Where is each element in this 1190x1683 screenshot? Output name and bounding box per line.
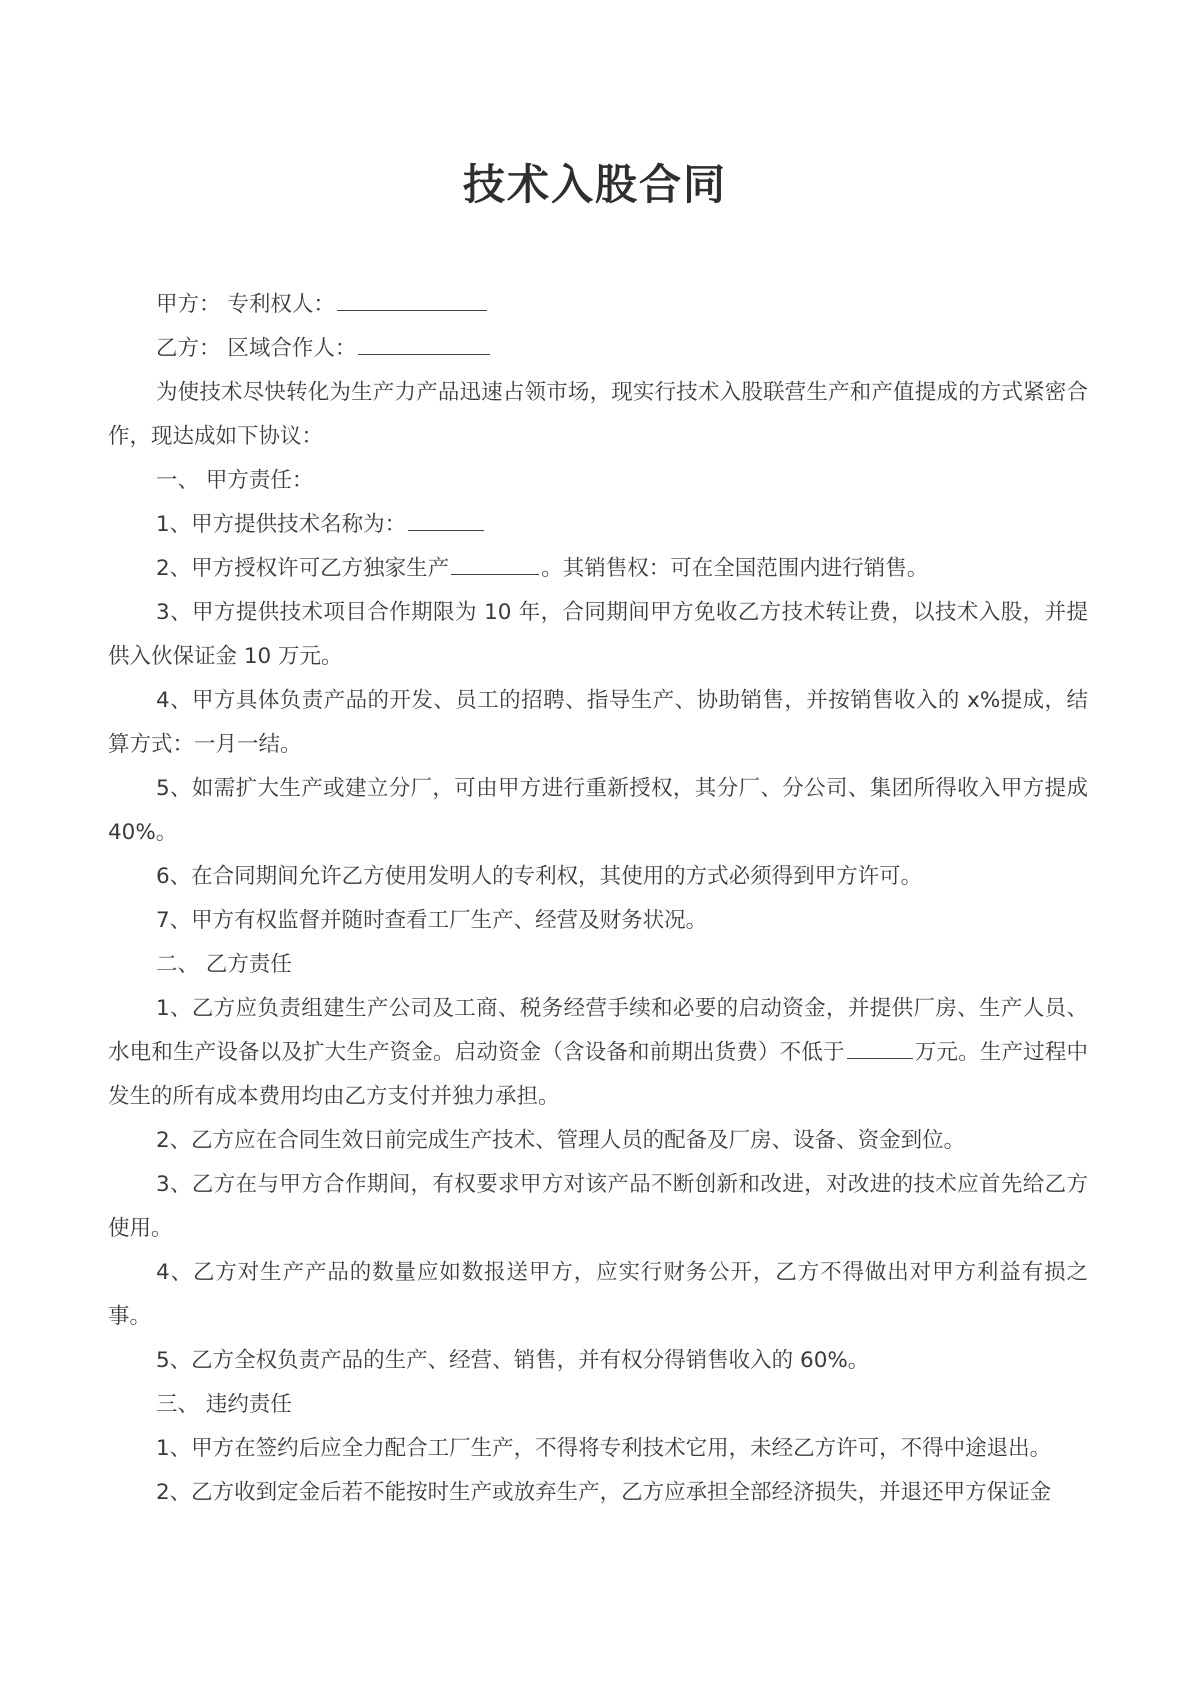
section-1-item-2 (108, 547, 1088, 591)
section-2-item-1-text-b: 万元。生产过程中发生的所有成本费用均由乙方支付并独力承担。 (108, 1040, 1088, 1109)
party-a-blank (337, 284, 487, 311)
section-2-heading: 二、 乙方责任 (156, 952, 292, 977)
party-b-label: 乙方： 区域合作人： (156, 336, 357, 361)
intro-paragraph: 为使技术尽快转化为生产力产品迅速占领市场，现实行技术入股联营生产和产值提成的方式紧密合作，现达成如下协议： (108, 380, 1088, 449)
page-title: 技术入股合同 (462, 160, 727, 209)
section-3-item-2: 2、乙方收到定金后若不能按时生产或放弃生产，乙方应承担全部经济损失，并退还甲方保证金 (156, 1480, 1052, 1505)
section-2-item-2: 2、乙方应在合同生效日前完成生产技术、管理人员的配备及厂房、设备、资金到位。 (156, 1128, 966, 1153)
section-2-item-3: 3、乙方在与甲方合作期间，有权要求甲方对该产品不断创新和改进，对改进的技术应首先给乙方使用。 (108, 1172, 1088, 1241)
section-1-item-1-text: 1、甲方提供技术名称为： (156, 512, 407, 537)
product-blank (451, 548, 539, 575)
section-1-item-2-text-a: 2、甲方授权许可乙方独家生产 (156, 556, 450, 581)
section-1-item-6: 6、在合同期间允许乙方使用发明人的专利权，其使用的方式必须得到甲方许可。 (156, 864, 923, 889)
section-2-item-1 (108, 987, 1088, 1119)
section-2-item-4: 4、乙方对生产产品的数量应如数报送甲方，应实行财务公开，乙方不得做出对甲方利益有损之事。 (108, 1260, 1088, 1329)
section-1-item-3: 3、甲方提供技术项目合作期限为 10 年，合同期间甲方免收乙方技术转让费，以技术入股，并提供入伙保证金 10 万元。 (108, 600, 1088, 669)
contract-body (108, 283, 1088, 1515)
party-a-line (108, 283, 1088, 327)
party-a-label: 甲方： 专利权人： (156, 292, 335, 317)
section-1-item-5: 5、如需扩大生产或建立分厂，可由甲方进行重新授权，其分厂、分公司、集团所得收入甲方提成 40%。 (108, 776, 1088, 845)
party-b-line (108, 327, 1088, 371)
startup-capital-blank (847, 1032, 913, 1059)
section-3-item-1: 1、甲方在签约后应全力配合工厂生产，不得将专利技术它用，未经乙方许可，不得中途退出。 (156, 1436, 1052, 1461)
section-2-item-5: 5、乙方全权负责产品的生产、经营、销售，并有权分得销售收入的 60%。 (156, 1348, 870, 1373)
section-3-heading: 三、 违约责任 (156, 1392, 292, 1417)
section-1-item-2-text-b: 。其销售权：可在全国范围内进行销售。 (541, 556, 929, 581)
section-1-item-7: 7、甲方有权监督并随时查看工厂生产、经营及财务状况。 (156, 908, 708, 933)
section-1-item-1 (108, 503, 1088, 547)
section-1-item-4: 4、甲方具体负责产品的开发、员工的招聘、指导生产、协助销售，并按销售收入的 x%提成，结算方式：一月一结。 (108, 688, 1088, 757)
party-b-blank (358, 328, 490, 355)
section-1-heading: 一、 甲方责任： (156, 468, 314, 493)
section-2-item-1-text-a: 1、乙方应负责组建生产公司及工商、税务经营手续和必要的启动资金，并提供厂房、生产人员、水电和生产设备以及扩大生产资金。启动资金（含设备和前期出货费）不低于 (108, 996, 1088, 1065)
technology-name-blank (408, 504, 484, 531)
